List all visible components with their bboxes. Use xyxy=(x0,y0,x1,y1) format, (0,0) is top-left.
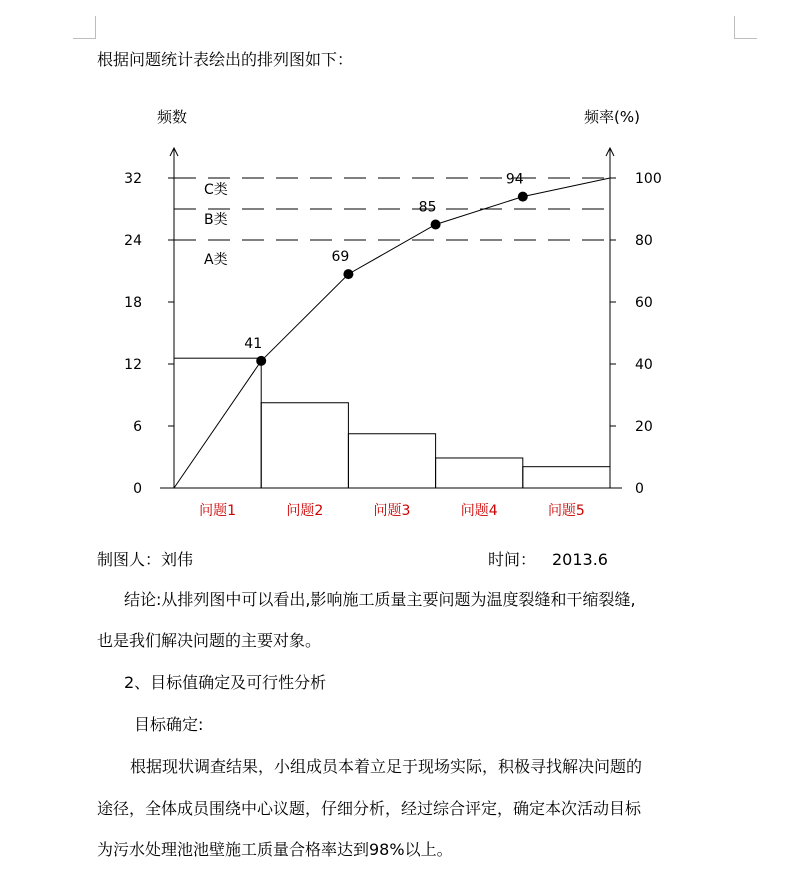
body-line-3: 为污水处理池池壁施工质量合格率达到98%以上。 xyxy=(97,840,453,859)
left-axis-title: 频数 xyxy=(157,108,188,126)
section-subheading: 目标确定: xyxy=(134,715,204,734)
cumulative-line xyxy=(174,178,610,488)
conclusion-line-1: 结论:从排列图中可以看出,影响施工质量主要问题为温度裂缝和干缩裂缝, xyxy=(124,590,636,609)
category-label-3: 问题3 xyxy=(373,503,411,519)
right-tick-label-100: 100 xyxy=(635,171,662,187)
category-label-5: 问题5 xyxy=(547,503,585,519)
cumulative-label-94: 94 xyxy=(505,171,524,188)
cumulative-label-85: 85 xyxy=(418,199,437,216)
zone-label-1: B类 xyxy=(204,212,228,228)
bar-2 xyxy=(261,403,348,488)
cumulative-point-69 xyxy=(343,269,353,279)
left-tick-label-12: 12 xyxy=(124,357,142,373)
chart-author: 制图人：刘伟 xyxy=(97,550,194,569)
right-tick-label-20: 20 xyxy=(635,419,653,435)
chart-time-value: 2013.6 xyxy=(552,550,608,569)
category-label-4: 问题4 xyxy=(460,503,498,519)
chart-time-label: 时间： xyxy=(488,550,537,569)
bar-5 xyxy=(523,467,610,488)
zone-label-2: A类 xyxy=(204,252,228,268)
left-tick-label-24: 24 xyxy=(124,233,142,249)
section-heading: 2、目标值确定及可行性分析 xyxy=(124,673,327,692)
cumulative-label-41: 41 xyxy=(244,335,263,352)
right-tick-label-40: 40 xyxy=(635,357,653,373)
right-tick-label-80: 80 xyxy=(635,233,653,249)
right-axis-title: 频率(%) xyxy=(584,108,640,126)
bar-3 xyxy=(348,434,435,488)
left-tick-label-0: 0 xyxy=(133,481,142,497)
left-tick-label-32: 32 xyxy=(124,171,142,187)
category-label-1: 问题1 xyxy=(199,503,237,519)
bar-4 xyxy=(436,458,523,488)
conclusion-line-2: 也是我们解决问题的主要对象。 xyxy=(97,631,322,650)
cumulative-point-41 xyxy=(256,356,266,366)
intro-text: 根据问题统计表绘出的排列图如下： xyxy=(97,50,354,69)
left-tick-label-6: 6 xyxy=(133,419,142,435)
left-tick-label-18: 18 xyxy=(124,295,142,311)
cumulative-point-85 xyxy=(431,220,441,230)
cumulative-point-94 xyxy=(518,192,528,202)
right-tick-label-60: 60 xyxy=(635,295,653,311)
zone-label-0: C类 xyxy=(204,182,228,198)
cumulative-label-69: 69 xyxy=(331,249,350,266)
category-label-2: 问题2 xyxy=(286,503,324,519)
body-line-1: 根据现状调查结果，小组成员本着立足于现场实际，积极寻找解决问题的 xyxy=(130,757,643,776)
right-tick-label-0: 0 xyxy=(635,481,644,497)
body-line-2: 途径，全体成员围绕中心议题，仔细分析，经过综合评定，确定本次活动目标 xyxy=(97,799,642,818)
